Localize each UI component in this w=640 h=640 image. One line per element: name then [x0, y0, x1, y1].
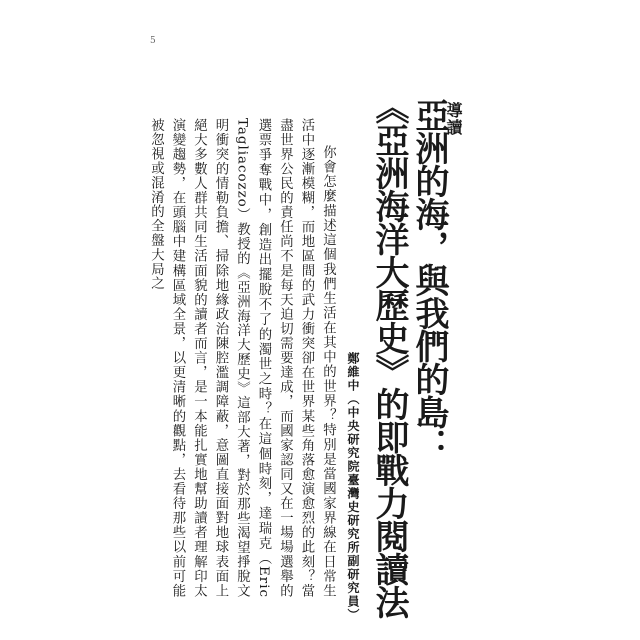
chapter-title-line-1: 亞洲的海，與我們的島：: [409, 98, 449, 461]
section-label: 導讀: [444, 102, 463, 136]
body-paragraph: 你會怎麼描述這個我們生活在其中的世界？特別是當國家界線在日常生活中逐漸模糊，而地區間的武力衝突卻在世界某些角落愈演愈烈的此刻？當盡世界公民的責任尚不是每天迫切需要達成，而國家認同又在一場場選舉的選票爭奪戰中，創造出擺脫不了的濁世之時？在這個時刻，達瑞克（Eric Tagliacozzo）教授的《亞洲海洋大歷史》這部大著，對於那些渴望掙脫文明衝突的情勒負擔、掃除地緣政治陳腔濫調障蔽，意圖直接面對地球表面上絕大多數人群共同生活面貌的讀者而言，是一本能扎實地幫助讀者理解印太演變趨勢，在頭腦中建構區域全景，以更清晰的觀點，去看待那些以前可能被忽視或混淆的全盤大局之: [148, 118, 336, 598]
chapter-title-line-2: 《亞洲海洋大歷史》的即戰力閱讀法: [369, 90, 409, 618]
body-text: [145, 118, 339, 598]
author-byline: 鄭維中（中央研究院臺灣史研究所副研究員）: [346, 352, 360, 622]
page-number: 5: [150, 36, 156, 46]
